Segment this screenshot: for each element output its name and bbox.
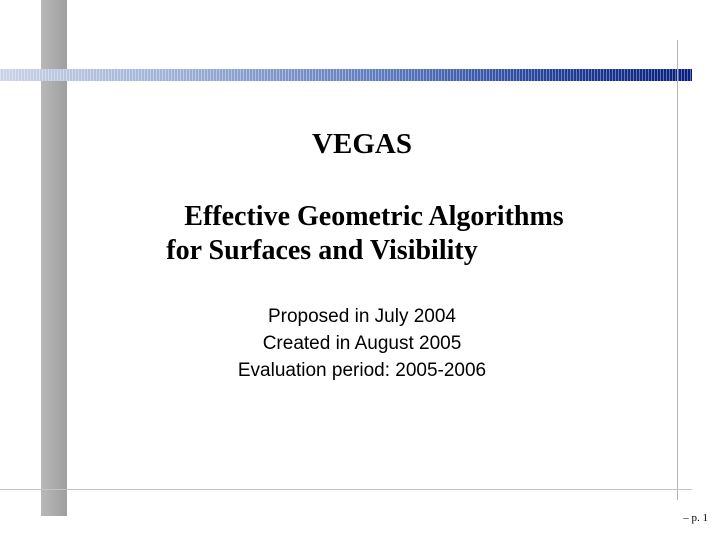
info-evaluation: Evaluation period: 2005-2006 (237, 360, 487, 381)
slide-title: VEGAS (312, 128, 412, 160)
info-created: Created in August 2005 (262, 333, 462, 354)
project-info (67, 303, 657, 384)
subtitle-line-1: Effective Geometric Algorithms (184, 201, 564, 232)
slide-subtitle (67, 200, 657, 268)
info-proposed: Proposed in July 2004 (267, 306, 456, 327)
subtitle-line-2: for Surfaces and Visibility (166, 235, 478, 266)
page-number: – p. 1 (683, 512, 708, 524)
right-divider-line (677, 40, 678, 500)
slide-content (67, 0, 677, 540)
